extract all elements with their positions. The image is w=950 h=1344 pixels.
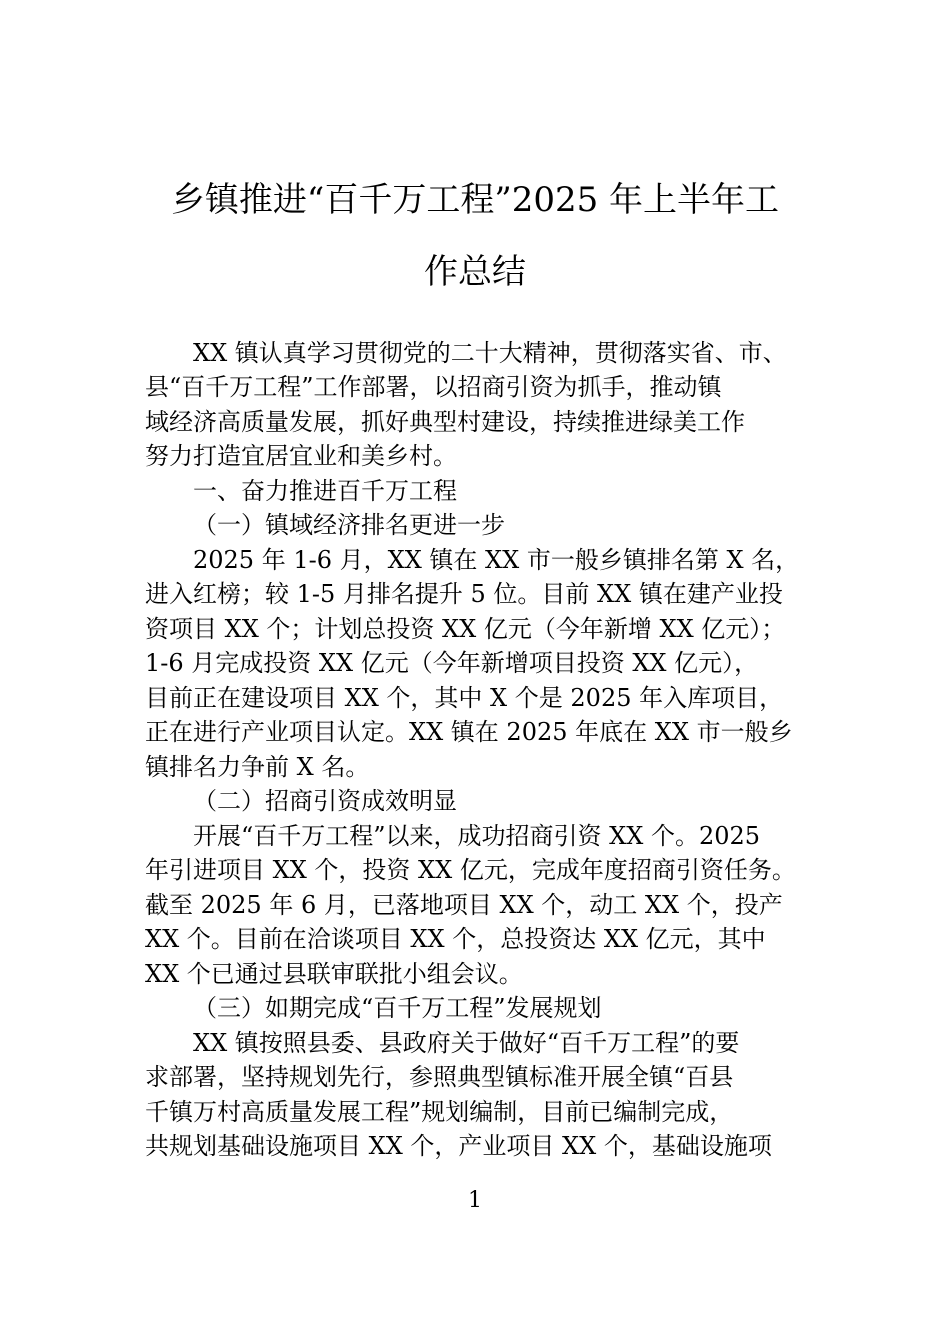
paragraph-line: 求部署，坚持规划先行，参照典型镇标准开展全镇“百县 <box>145 1063 734 1091</box>
paragraph-line: 2025 年 1-6 月，XX 镇在 XX 市一般乡镇排名第 X 名， <box>193 546 800 574</box>
paragraph-line: 共规划基础设施项目 XX 个，产业项目 XX 个，基础设施项 <box>145 1132 772 1160</box>
subsection-heading: （二）招商引资成效明显 <box>193 787 457 815</box>
paragraph-line: 截至 2025 年 6 月，已落地项目 XX 个，动工 XX 个，投产 <box>145 891 783 919</box>
paragraph-line: 开展“百千万工程”以来，成功招商引资 XX 个。2025 <box>193 822 761 850</box>
section-heading: 一、奋力推进百千万工程 <box>193 477 457 505</box>
paragraph-line: 资项目 XX 个；计划总投资 XX 亿元（今年新增 XX 亿元）； <box>145 615 786 643</box>
paragraph-line: XX 个。目前在洽谈项目 XX 个，总投资达 XX 亿元，其中 <box>145 925 766 953</box>
paragraph-line: 目前正在建设项目 XX 个，其中 X 个是 2025 年入库项目， <box>145 684 784 712</box>
paragraph-line: XX 镇认真学习贯彻党的二十大精神，贯彻落实省、市、 <box>193 339 787 367</box>
document-title-line-1: 乡镇推进“百千万工程”2025 年上半年工 <box>170 180 780 220</box>
paragraph-line: 进入红榜；较 1-5 月排名提升 5 位。目前 XX 镇在建产业投 <box>145 580 783 608</box>
paragraph-line: 年引进项目 XX 个，投资 XX 亿元，完成年度招商引资任务。 <box>145 856 796 884</box>
paragraph-line: 1-6 月完成投资 XX 亿元（今年新增项目投资 XX 亿元）， <box>145 649 759 677</box>
paragraph-line: 域经济高质量发展，抓好典型村建设，持续推进绿美工作 <box>145 408 745 436</box>
paragraph-line: XX 个已通过县联审联批小组会议。 <box>145 960 523 988</box>
subsection-heading: （三）如期完成“百千万工程”发展规划 <box>193 994 602 1022</box>
document-title-line-2: 作总结 <box>424 252 526 292</box>
paragraph-line: 镇排名力争前 X 名。 <box>145 753 370 781</box>
paragraph-line: 正在进行产业项目认定。XX 镇在 2025 年底在 XX 市一般乡 <box>145 718 793 746</box>
paragraph-line: 县“百千万工程”工作部署，以招商引资为抓手，推动镇 <box>145 373 722 401</box>
subsection-heading: （一）镇域经济排名更进一步 <box>193 511 505 539</box>
paragraph-line: XX 镇按照县委、县政府关于做好“百千万工程”的要 <box>193 1029 740 1057</box>
page-number: 1 <box>468 1188 482 1213</box>
paragraph-line: 千镇万村高质量发展工程”规划编制，目前已编制完成， <box>145 1098 734 1126</box>
paragraph-line: 努力打造宜居宜业和美乡村。 <box>145 442 457 470</box>
